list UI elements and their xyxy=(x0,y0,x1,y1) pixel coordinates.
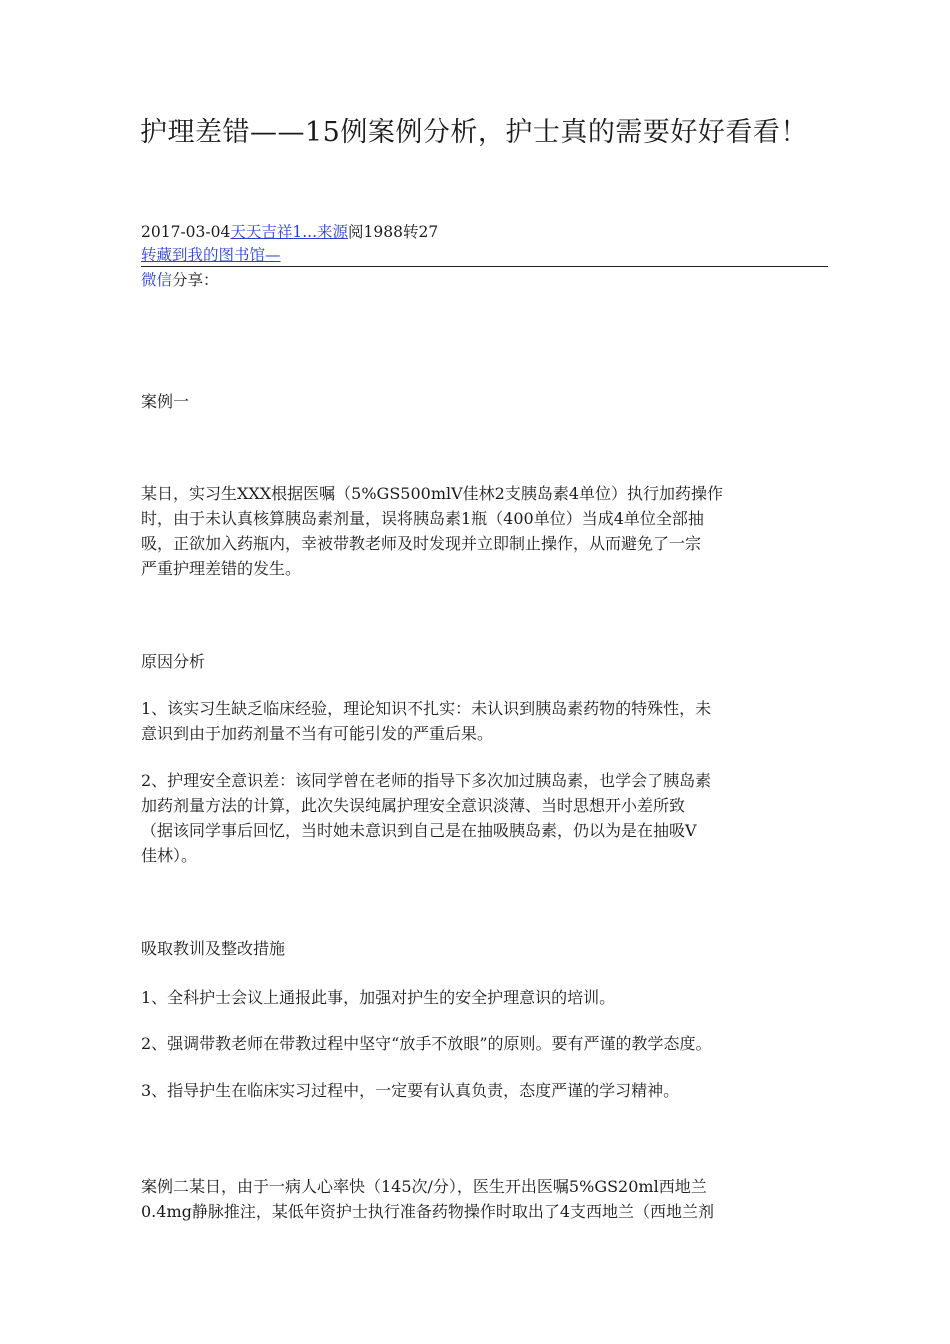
case1-body xyxy=(141,481,831,581)
analysis-line: （据该同学事后回忆，当时她未意识到自己是在抽吸胰岛素，仍以为是在抽吸V xyxy=(141,821,697,840)
case1-line: 时，由于未认真核算胰岛素剂量，误将胰岛素1瓶（400单位）当成4单位全部抽 xyxy=(141,509,704,528)
measures-line: 1、全科护士会议上通报此事，加强对护生的安全护理意识的培训。 xyxy=(141,988,616,1007)
measures-line: 3、指导护生在临床实习过程中，一定要有认真负责，态度严谨的学习精神。 xyxy=(141,1081,680,1100)
measures-item-2 xyxy=(141,1031,831,1056)
divider xyxy=(141,266,828,267)
measures-heading: 吸取教训及整改措施 xyxy=(141,939,286,958)
share-bar xyxy=(141,269,219,291)
case1-heading: 案例一 xyxy=(141,392,190,411)
analysis-line: 1、该实习生缺乏临床经验，理论知识不扎实：未认识到胰岛素药物的特殊性，未 xyxy=(141,699,712,718)
analysis-line: 意识到由于加药剂量不当有可能引发的严重后果。 xyxy=(141,724,494,743)
author-source-link[interactable]: 天天吉祥1...来源 xyxy=(230,223,349,241)
analysis-line: 2、护理安全意识差：该同学曾在老师的指导下多次加过胰岛素，也学会了胰岛素 xyxy=(141,771,712,790)
wechat-share-button[interactable]: 微信 xyxy=(141,271,173,289)
case2-body xyxy=(141,1174,831,1224)
case2-line: 案例二某日，由于一病人心率快（145次/分），医生开出医嘱5%GS20ml西地兰 xyxy=(141,1177,707,1196)
share-label: 分享： xyxy=(172,271,219,289)
analysis-item-1 xyxy=(141,696,831,746)
measures-item-3 xyxy=(141,1078,831,1103)
case1-line: 某日，实习生XXX根据医嘱（5%GS500mlV佳林2支胰岛素4单位）执行加药操作 xyxy=(141,484,724,503)
article-title: 护理差错——15例案例分析，护士真的需要好好看看！ xyxy=(140,117,808,148)
read-count: 阅1988 xyxy=(348,223,403,241)
publish-date: 2017-03-04 xyxy=(141,223,231,241)
analysis-item-2 xyxy=(141,768,831,868)
save-to-library xyxy=(141,244,281,266)
forward-count: 转27 xyxy=(402,223,439,241)
analysis-line: 加药剂量方法的计算，此次失误纯属护理安全意识淡薄、当时思想开小差所致 xyxy=(141,796,686,815)
article-meta xyxy=(141,221,438,243)
measures-line: 2、强调带教老师在带教过程中坚守“放手不放眼”的原则。要有严谨的教学态度。 xyxy=(141,1034,712,1053)
case1-line: 吸，正欲加入药瓶内，幸被带教老师及时发现并立即制止操作，从而避免了一宗 xyxy=(141,534,702,553)
save-to-library-link[interactable]: 转藏到我的图书馆— xyxy=(141,246,281,264)
measures-item-1 xyxy=(141,985,831,1010)
case1-line: 严重护理差错的发生。 xyxy=(141,559,302,578)
analysis-heading: 原因分析 xyxy=(141,652,206,671)
case2-line: 0.4mg静脉推注，某低年资护士执行准备药物操作时取出了4支西地兰（西地兰剂 xyxy=(141,1202,715,1221)
analysis-line: 佳林）。 xyxy=(141,846,198,865)
